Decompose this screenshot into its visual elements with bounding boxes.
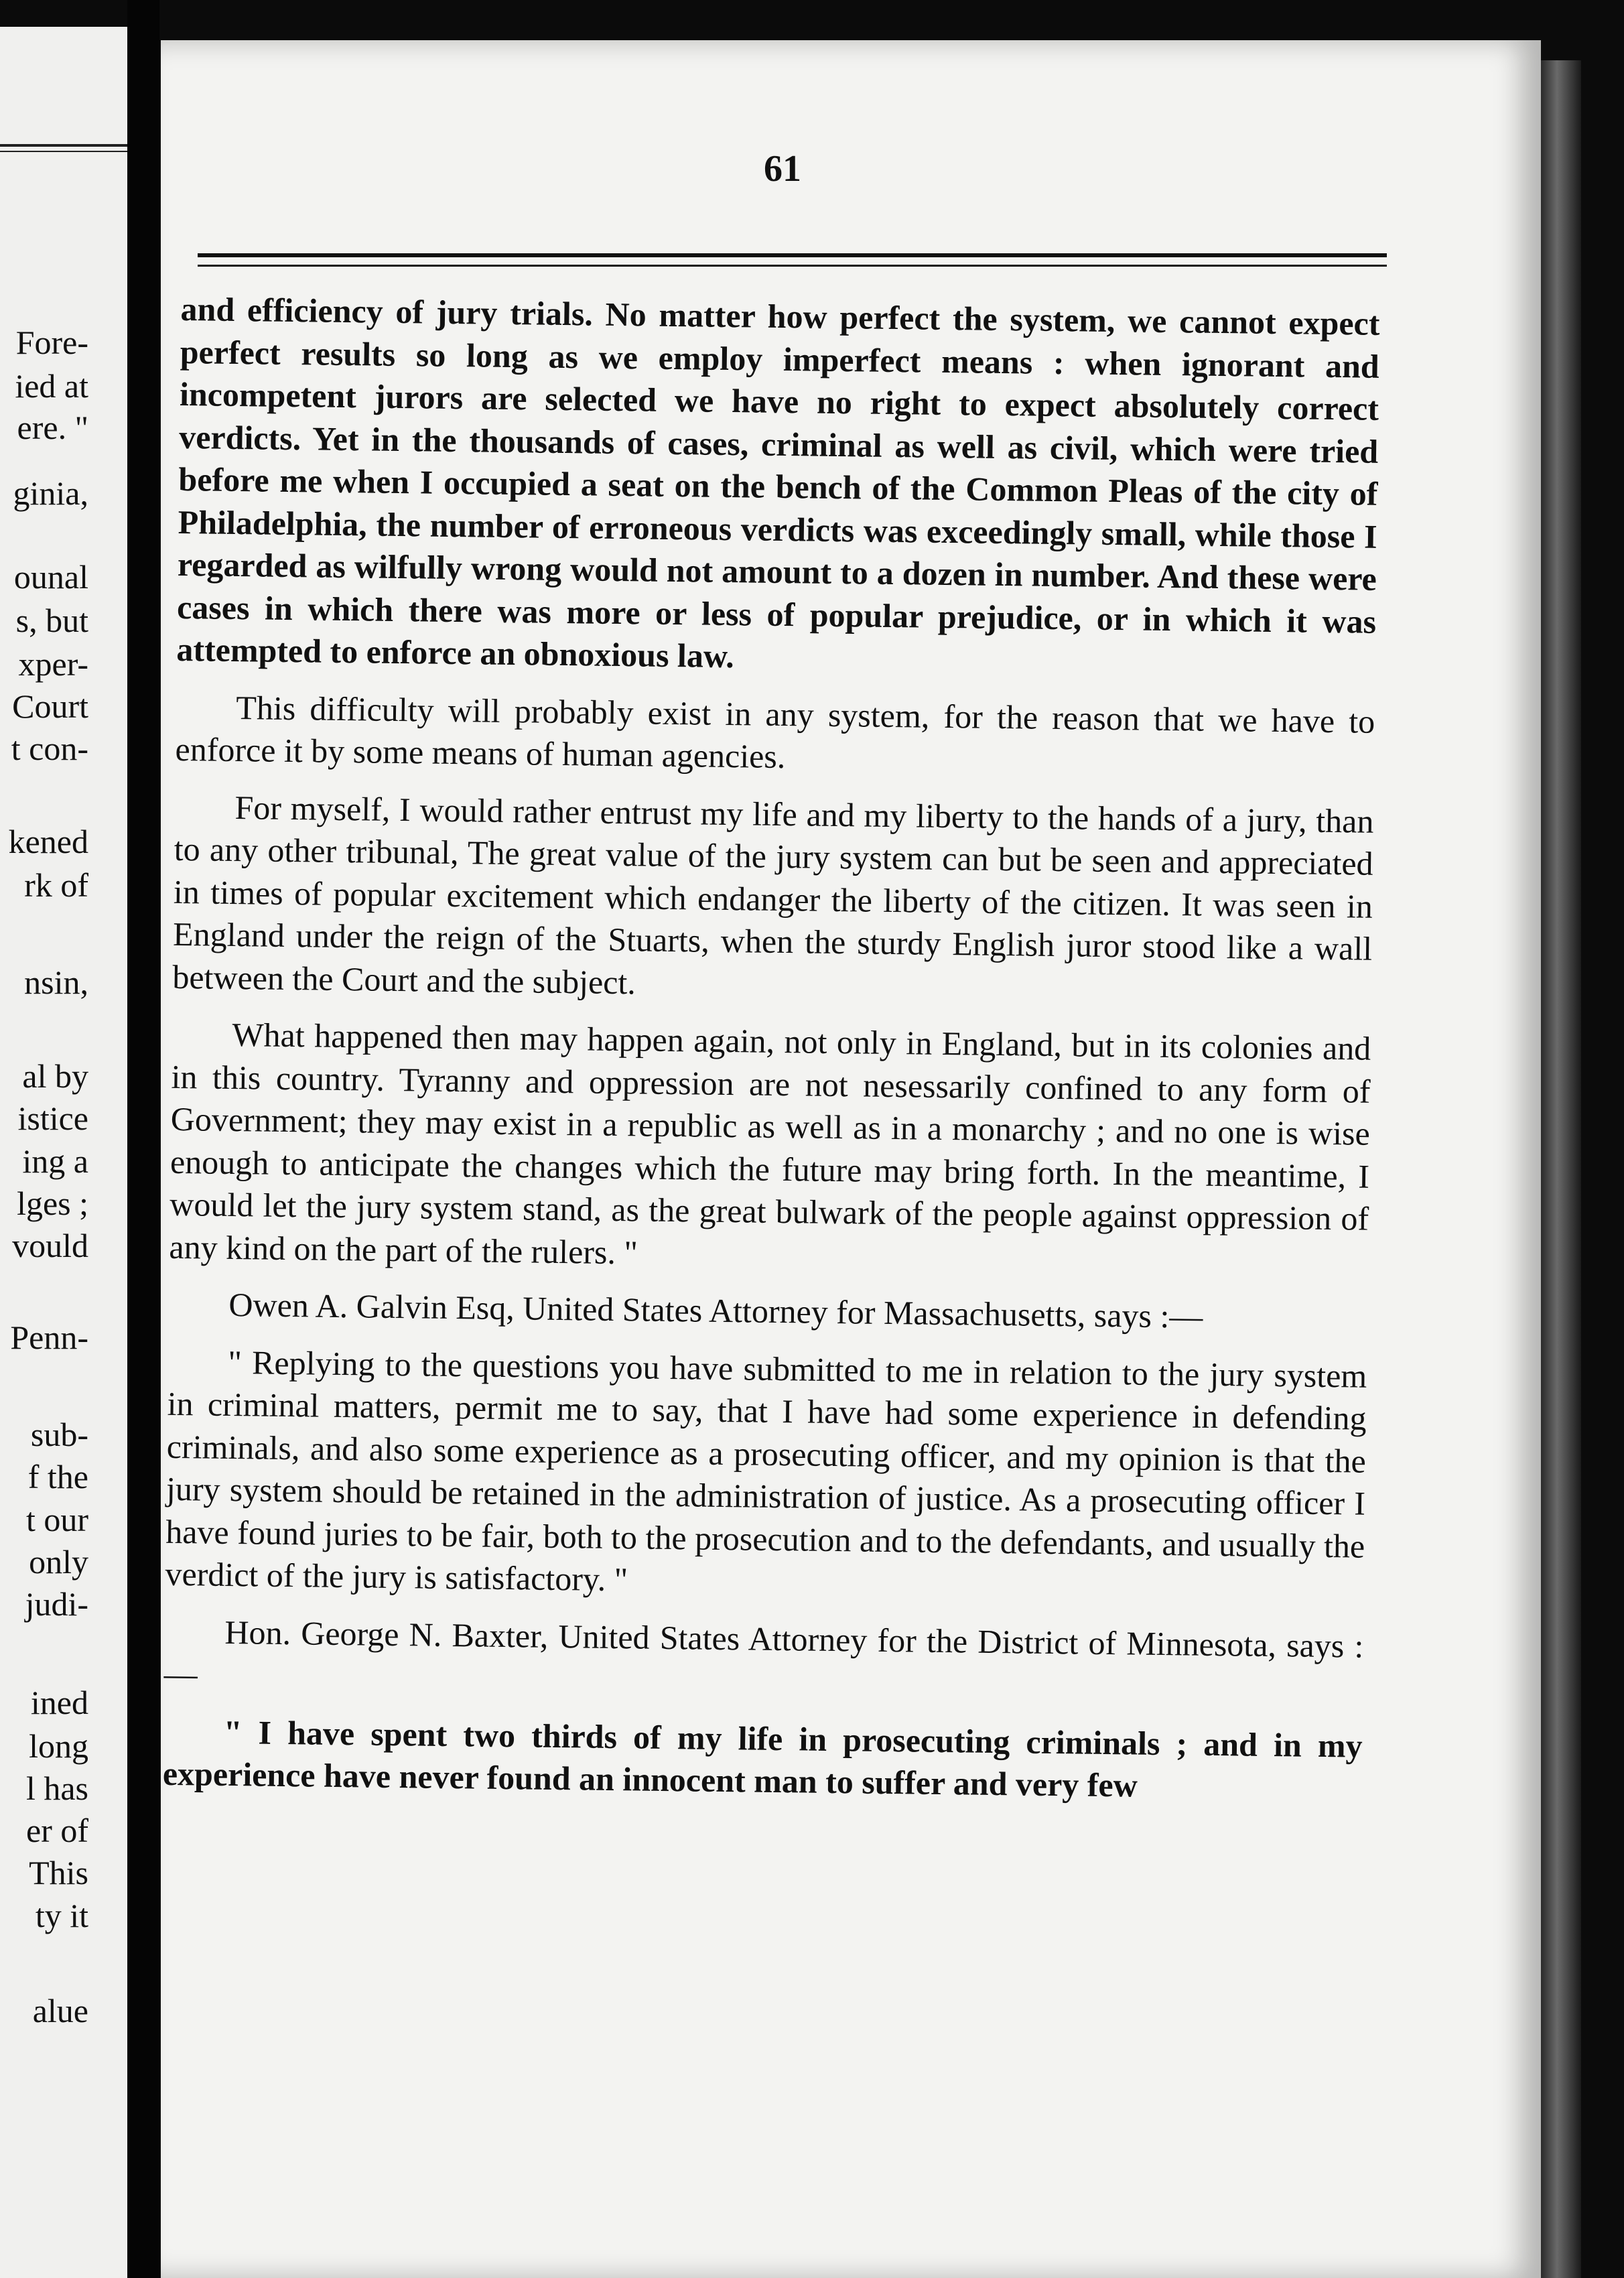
quotation: " Replying to the questions you have submitted to me in relation to the jury system in criminal matters, permit me to say, that I have had some experience in defending criminals, and also some experience as a prosecuting officer, and my opinion is that the jury system should be retained in the administration of justice. As a prosecuting officer I have found juries to be fair, both to the prosecution and to the defendants, and usually the verdict of the jury is satisfactory. ": [165, 1343, 1367, 1599]
previous-page-fragment: f the: [27, 1458, 88, 1495]
previous-page-fragment: sub-: [30, 1416, 88, 1453]
page-number: 61: [764, 148, 801, 190]
previous-page-fragment: vould: [12, 1227, 88, 1264]
paragraph: What happened then may happen again, not only in England, but in its colonies and in this country. Tyranny and oppression are not nesessarily confined to any form of Government; they may exist in a republic as well as in a monarchy ; and no one is wise enough to anticipate the changes which the future may bring forth. In the meantime, I would let the jury system stand, as the great bulwark of the people against oppression of any kind on the part of the rulers. ": [169, 1016, 1371, 1271]
previous-page-fragment: er of: [26, 1812, 88, 1849]
paragraph: and efficiency of jury trials. No matter how perfect the system, we cannot expect perfect results so long as we employ imperfect means : when ignorant and incompetent jurors are selected we have no right to expect absolutely correct verdicts. Yet in the thousands of cases, criminal as well as civil, which were tried before me when I occupied a seat on the bench of the Common Pleas of the city of Philadelphia, the number of erroneous verdicts was exceedingly small, while those I regarded as wilfully wrong would not amount to a dozen in number. And these were cases in which there was more or less of popular prejudice, or in which it was attempted to enforce an obnoxious law.: [176, 289, 1380, 675]
book-gutter: [127, 0, 159, 2278]
previous-page-fragment: t our: [25, 1501, 88, 1538]
previous-page-fragment: s, but: [15, 602, 88, 639]
previous-page-fragment: t con-: [11, 730, 88, 767]
previous-page-fragment: Fore-: [15, 324, 88, 361]
previous-page-fragment: rk of: [24, 866, 88, 904]
previous-page-fragment: ginia,: [13, 474, 88, 512]
previous-page-fragment: ty it: [35, 1897, 88, 1934]
previous-page-edge: [0, 27, 127, 2278]
paragraph: For myself, I would rather entrust my life and my liberty to the hands of a jury, than to any other tribunal, The great value of the jury system can but be seen and appreciated in times of popular excitement which endanger the liberty of the citizen. It was seen in England under the reign of the Stuarts, when the sturdy English juror stood like a wall between the Court and the subject.: [172, 788, 1374, 1001]
previous-page-fragment: ere. ": [17, 409, 88, 446]
previous-page-rule: [0, 151, 127, 152]
previous-page-fragment: ounal: [13, 558, 88, 596]
previous-page-fragment: al by: [22, 1057, 88, 1095]
page-stack-edge: [1541, 60, 1581, 2278]
header-rule-thin: [198, 265, 1387, 267]
previous-page-fragment: long: [29, 1727, 88, 1765]
previous-page-fragment: nsin,: [24, 963, 88, 1001]
previous-page-fragment: ied at: [15, 367, 88, 405]
previous-page-fragment: alue: [32, 1992, 88, 2029]
previous-page-fragment: Court: [12, 687, 88, 725]
previous-page-fragment: ing a: [22, 1142, 88, 1180]
attribution: Hon. George N. Baxter, United States Attorney for the District of Minnesota, says :—: [163, 1613, 1364, 1693]
page-body: [162, 288, 1380, 1824]
previous-page-fragment: ined: [30, 1684, 88, 1721]
header-rule-thick: [198, 253, 1387, 257]
previous-page-fragment: lges ;: [17, 1185, 88, 1222]
attribution: Owen A. Galvin Esq, United States Attorney for Massachusetts, says :—: [228, 1285, 1203, 1335]
previous-page-fragment: This: [29, 1854, 88, 1891]
previous-page-fragment: only: [29, 1543, 88, 1581]
previous-page-fragment: l has: [25, 1769, 88, 1807]
previous-page-fragment: Penn-: [10, 1319, 88, 1356]
previous-page-fragment: kened: [8, 823, 88, 860]
paragraph: This difficulty will probably exist in any system, for the reason that we have to enforce it by some means of human agencies.: [175, 688, 1375, 776]
previous-page-fragment: judi-: [25, 1585, 88, 1623]
previous-page-fragment: xper-: [18, 645, 88, 683]
quotation: " I have spent two thirds of my life in prosecuting criminals ; and in my experience have never found an innocent man to suffer and very few: [162, 1713, 1363, 1804]
previous-page-fragment: istice: [17, 1099, 88, 1137]
previous-page-rule: [0, 144, 127, 147]
